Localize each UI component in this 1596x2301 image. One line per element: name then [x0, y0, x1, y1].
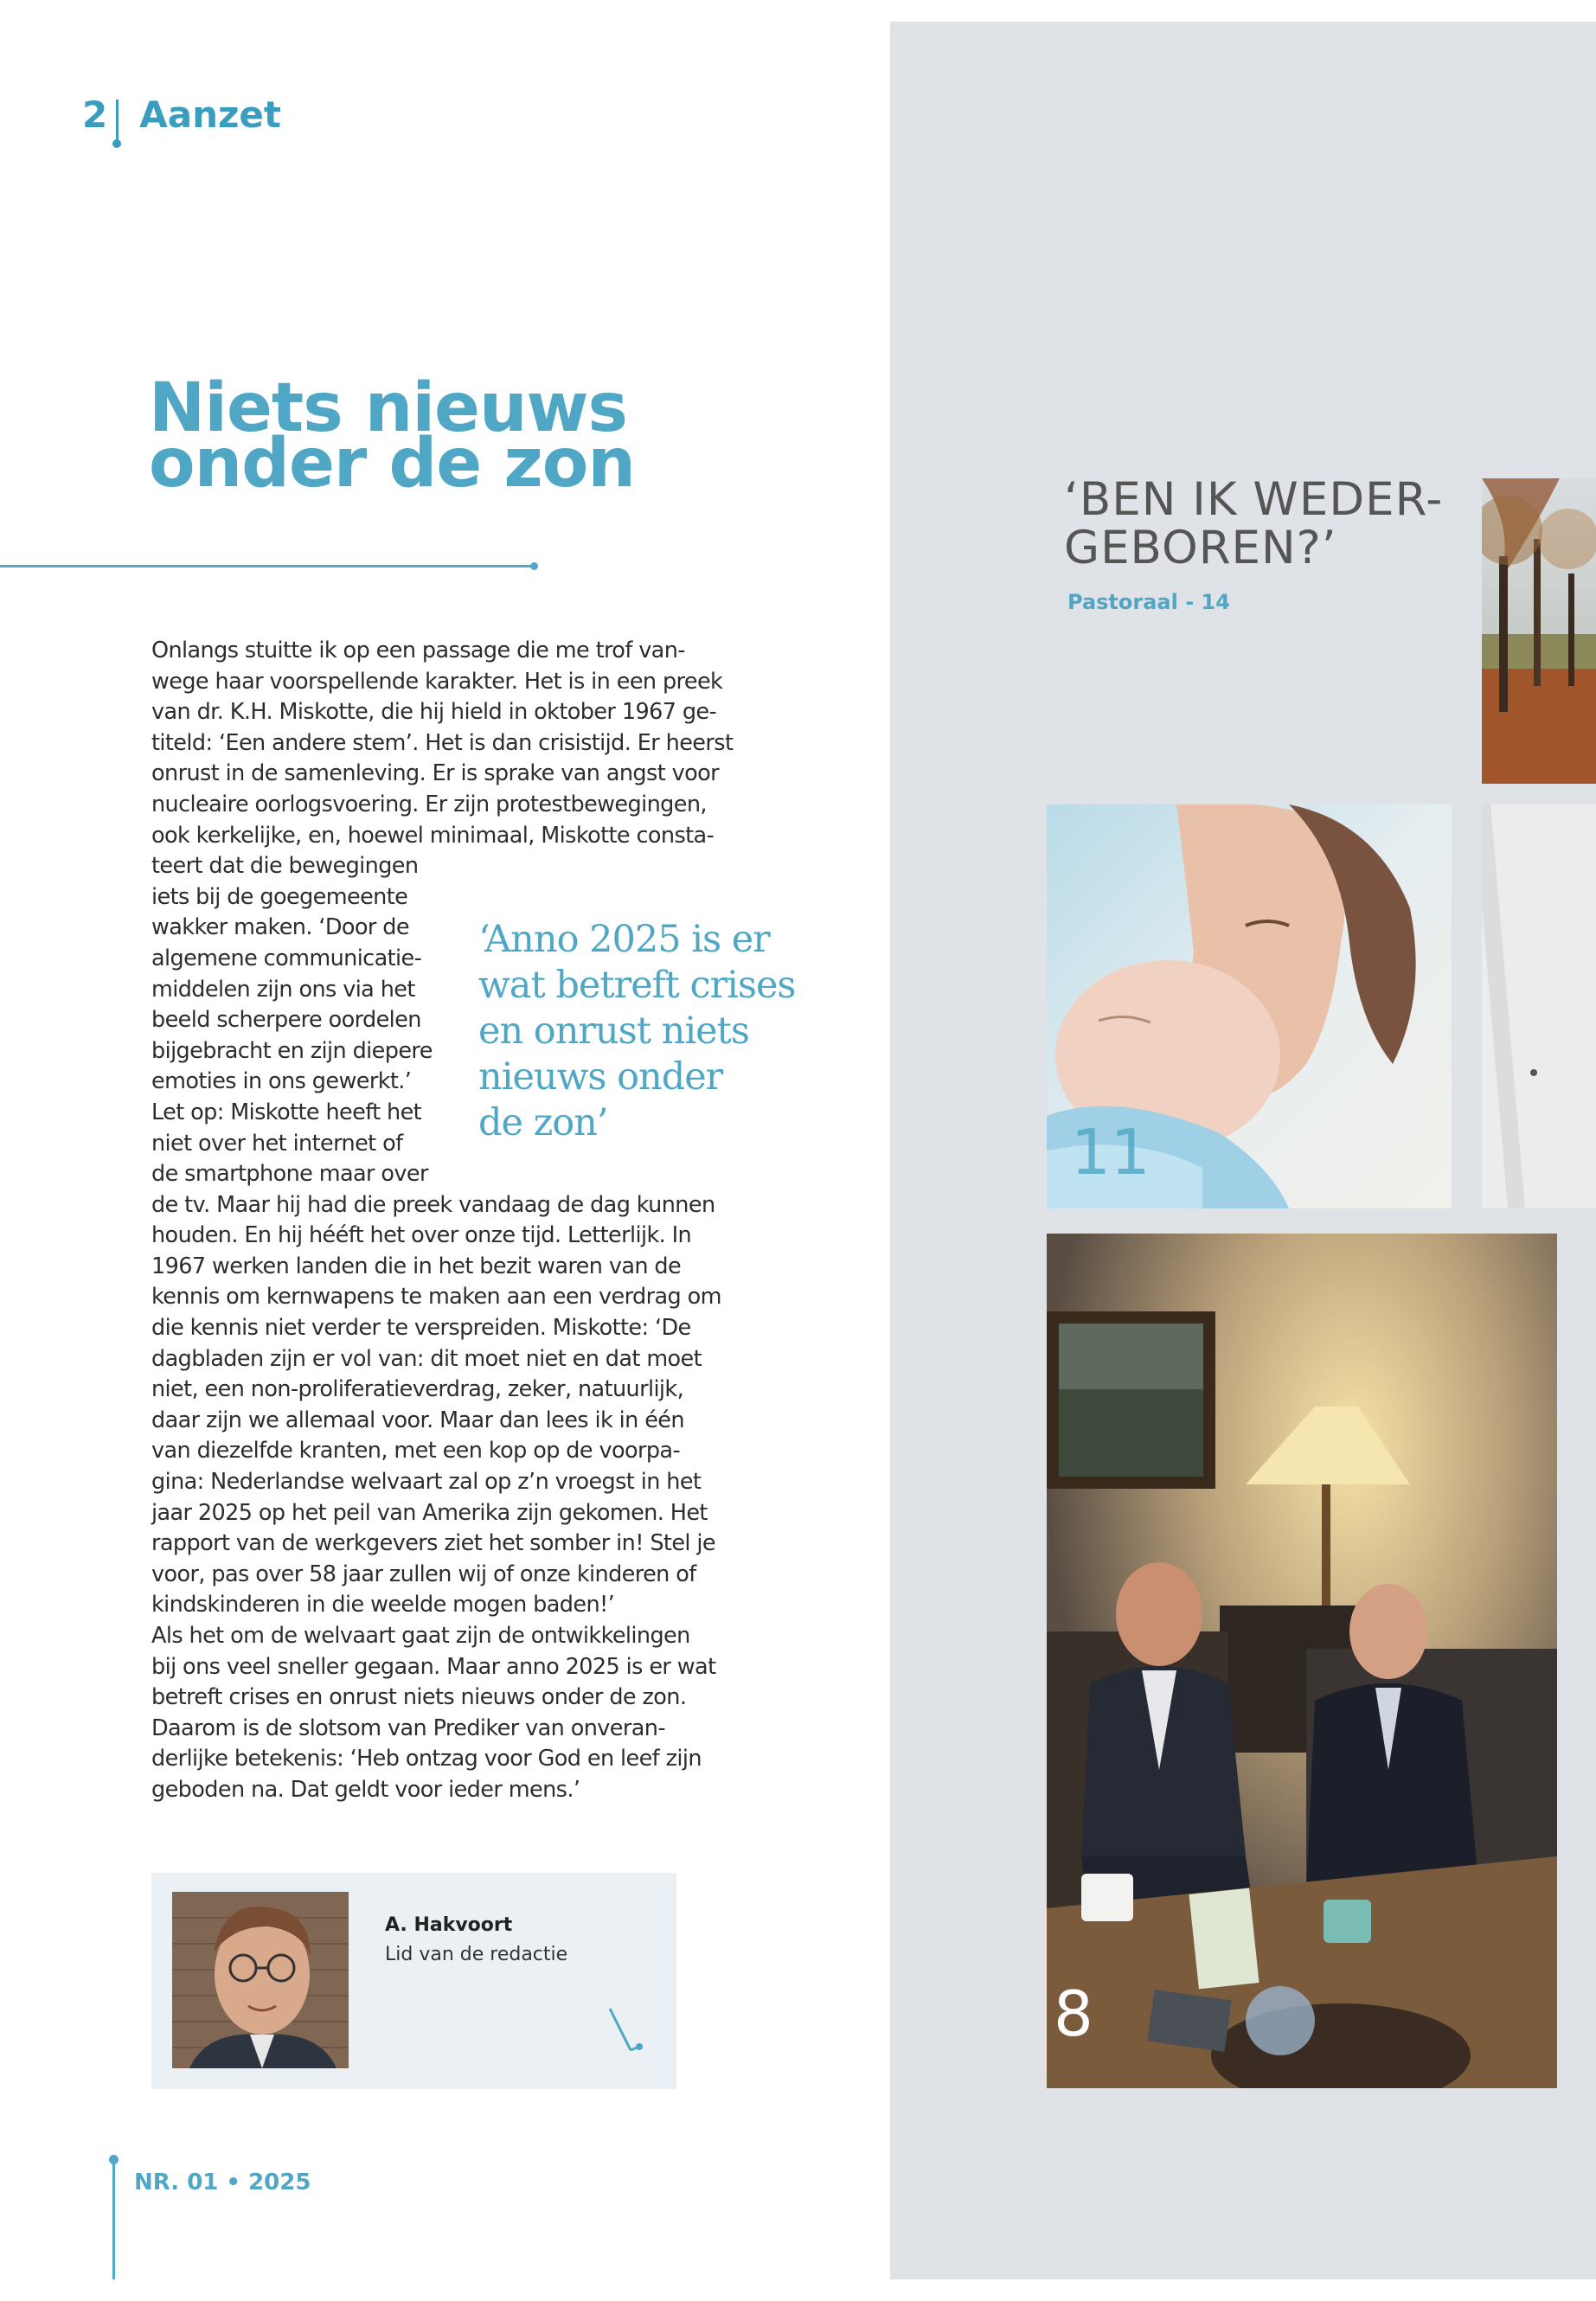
body-line: niet, een non-proliferatieverdrag, zeker, natuurlijk,	[151, 1376, 684, 1403]
end-mark-icon	[608, 2007, 643, 2059]
autumn-forest-photo	[1482, 478, 1596, 784]
body-line: middelen zijn ons via het	[151, 976, 415, 1003]
body-line: Daarom is de slotsom van Prediker van onveran-	[151, 1715, 665, 1741]
body-line: wakker maken. ‘Door de	[151, 914, 409, 941]
interview-photo-page-number: 8	[1054, 1977, 1093, 2050]
body-line: kindskinderen in die weelde mogen baden!’	[151, 1592, 615, 1618]
pull-quote: ‘Anno 2025 is er wat betreft crises en onrust niets nieuws onder de zon’	[478, 918, 796, 1144]
interview-photo	[1047, 1234, 1557, 2088]
body-line: derlijke betekenis: ‘Heb ontzag voor God en leef zijn	[151, 1746, 702, 1772]
body-line: houden. En hij hééft het over onze tijd. Letterlijk. In	[151, 1222, 692, 1249]
body-line: de smartphone maar over	[151, 1161, 428, 1188]
body-line: bijgebracht en zijn diepere	[151, 1037, 433, 1064]
issue-label: NR. 01 • 2025	[134, 2170, 311, 2195]
body-line: jaar 2025 op het peil van Amerika zijn gekomen. Het	[151, 1499, 708, 1526]
body-line: daar zijn we allemaal voor. Maar dan lees ik in één	[151, 1407, 684, 1433]
teaser-title: ‘BEN IK WEDER- GEBOREN?’	[1064, 473, 1444, 574]
body-line: van dr. K.H. Miskotte, die hij hield in oktober 1967 ge-	[151, 699, 717, 726]
author-role: Lid van de redactie	[385, 1944, 568, 1965]
body-line: betreft crises en onrust niets nieuws onder de zon.	[151, 1684, 687, 1711]
header-divider	[116, 99, 119, 141]
author-box	[151, 1873, 676, 2089]
body-line: van diezelfde kranten, met een kop op de voorpa-	[151, 1438, 681, 1465]
body-line: Let op: Miskotte heeft het	[151, 1099, 422, 1125]
body-line: die kennis niet verder te verspreiden. Miskotte: ‘De	[151, 1315, 691, 1342]
body-line: iets bij de goegemeente	[151, 883, 408, 910]
footer-line	[112, 2158, 115, 2279]
body-line: wege haar voorspellende karakter. Het is in een preek	[151, 668, 723, 695]
page-header	[82, 93, 281, 136]
title-rule	[0, 565, 535, 567]
body-line: bij ons veel sneller gegaan. Maar anno 2025 is er wat	[151, 1653, 716, 1680]
baby-photo-page-number: 11	[1071, 1116, 1151, 1189]
body-line: gina: Nederlandse welvaart zal op z’n vroegst in het	[151, 1469, 702, 1496]
body-line: 1967 werken landen die in het bezit waren van de	[151, 1253, 682, 1279]
article-title-line-2: onder de zon	[149, 425, 635, 503]
body-line: beeld scherpere oordelen	[151, 1007, 421, 1034]
title-rule-dot	[530, 562, 538, 570]
body-line: rapport van de werkgevers ziet het somber in! Stel je	[151, 1530, 715, 1557]
body-line: teert dat die bewegingen	[151, 853, 419, 880]
body-line: geboden na. Dat geldt voor ieder mens.’	[151, 1776, 580, 1803]
body-line: Als het om de welvaart gaat zijn de ontwikkelingen	[151, 1623, 690, 1649]
body-line: voor, pas over 58 jaar zullen wij of onze kinderen of	[151, 1561, 696, 1587]
body-line: ook kerkelijke, en, hoewel minimaal, Miskotte consta-	[151, 822, 715, 849]
article-body	[151, 636, 734, 1806]
body-line: emoties in ons gewerkt.’	[151, 1068, 412, 1095]
teaser-subtitle: Pastoraal - 14	[1067, 590, 1230, 614]
body-line: dagbladen zijn er vol van: dit moet niet en dat moet	[151, 1345, 702, 1372]
mother-baby-photo	[1047, 804, 1452, 1208]
section-title: Aanzet	[139, 93, 281, 136]
body-line: nucleaire oorlogsvoering. Er zijn protestbewegingen,	[151, 791, 707, 817]
body-line: titeld: ‘Een andere stem’. Het is dan crisistijd. Er heerst	[151, 729, 734, 756]
body-line: kennis om kernwapens te maken aan een verdrag om	[151, 1284, 721, 1311]
body-line: onrust in de samenleving. Er is sprake van angst voor	[151, 760, 719, 787]
body-line: niet over het internet of	[151, 1130, 403, 1157]
body-line: algemene communicatie-	[151, 945, 422, 971]
author-name: A. Hakvoort	[385, 1914, 513, 1936]
body-line: de tv. Maar hij had die preek vandaag de dag kunnen	[151, 1191, 715, 1218]
author-photo	[172, 1892, 349, 2068]
textured-panel	[1482, 804, 1596, 1208]
body-line: Onlangs stuitte ik op een passage die me trof van-	[151, 638, 685, 663]
article-title	[149, 369, 668, 503]
page-number: 2	[82, 93, 108, 136]
article-title-line-1: Niets nieuws	[149, 369, 627, 447]
